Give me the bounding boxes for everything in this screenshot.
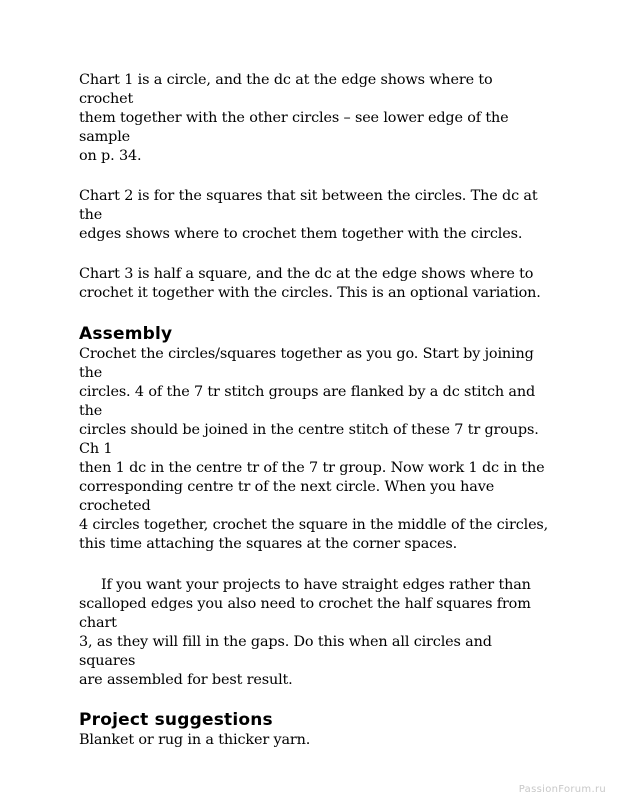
paragraph-chart-3: Chart 3 is half a square, and the dc at the edge shows where to crochet it together with the circles. This is an optional variation. — [79, 266, 541, 301]
heading-assembly: Assembly — [79, 324, 173, 344]
heading-project-suggestions: Project suggestions — [79, 710, 273, 730]
paragraph-chart-1: Chart 1 is a circle, and the dc at the edge shows where to crochet them together with the other circles – see lower edge of the sample on p. 34. — [79, 72, 509, 164]
watermark: PassionForum.ru — [518, 784, 606, 795]
paragraph-straight-edges: If you want your projects to have straight edges rather than scalloped edges you also need to crochet the half squares from chart 3, as they will fill in the gaps. Do this when all circles and squares are assembled for best result. — [79, 577, 531, 688]
paragraph-project-suggestions: Blanket or rug in a thicker yarn. — [79, 732, 311, 748]
document-page — [79, 71, 549, 750]
paragraph-chart-2: Chart 2 is for the squares that sit between the circles. The dc at the edges shows where to crochet them together with the circles. — [79, 188, 538, 242]
paragraph-assembly: Crochet the circles/squares together as you go. Start by joining the circles. 4 of the 7 tr stitch groups are flanked by a dc stitch and the circles should be joined in the centre stitch of these 7 tr groups. Ch 1 then 1 dc in the centre tr of the 7 tr group. Now work 1 dc in the corresponding centre tr of the next circle. When you have crocheted 4 circles together, crochet the square in the middle of the circles, this time attaching the squares at the corner spaces. — [79, 346, 549, 552]
